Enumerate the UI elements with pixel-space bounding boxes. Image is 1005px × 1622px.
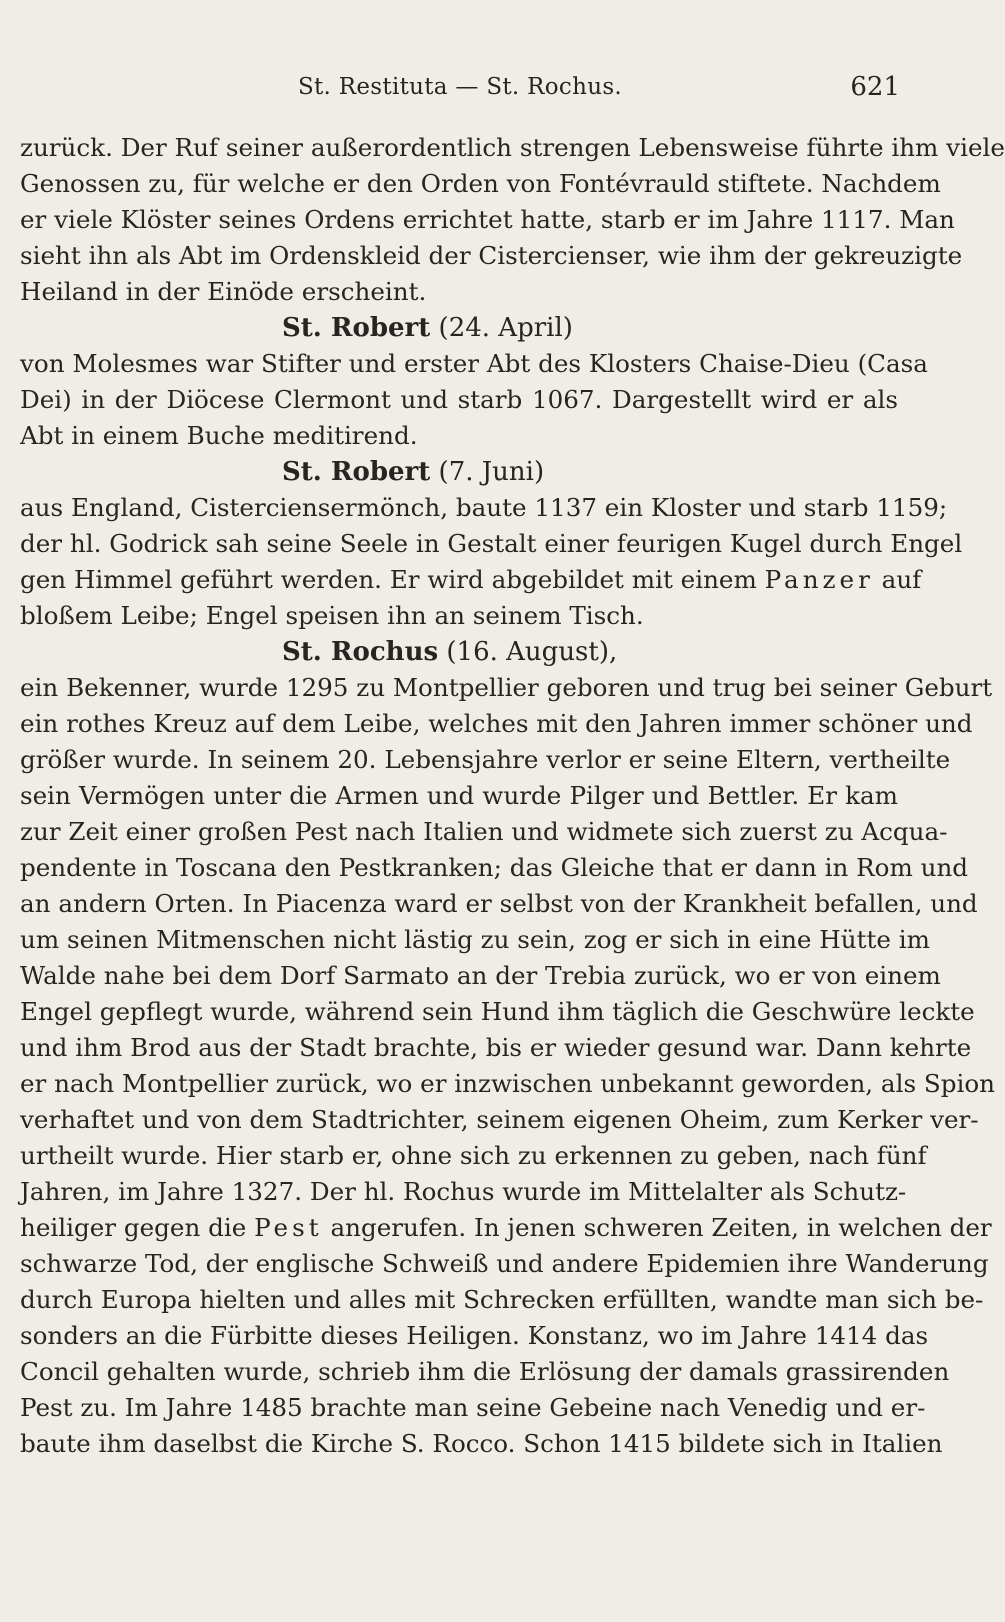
text-line: aus England, Cisterciensermönch, baute 1137 ein Kloster und starb 1159;: [20, 493, 948, 522]
text-line: Heiland in der Einöde erscheint.: [20, 277, 427, 306]
paragraph-intro: [20, 130, 1005, 310]
text-line: schwarze Tod, der englische Schweiß und andere Epidemien ihre Wanderung: [20, 1249, 989, 1278]
emphasized-word: Pest: [254, 1213, 323, 1242]
saint-name: St. Rochus: [282, 637, 439, 667]
feast-date: (7. Juni): [438, 457, 545, 487]
text-segment: angerufen. In jenen schweren Zeiten, in welchen der: [330, 1213, 992, 1242]
text-line: ein rothes Kreuz auf dem Leibe, welches mit den Jahren immer schöner und: [20, 709, 973, 738]
paragraph-robert-april: [20, 346, 928, 454]
paragraph-robert-june: [20, 490, 963, 634]
saint-name: St. Robert: [282, 457, 431, 487]
text-line: sein Vermögen unter die Armen und wurde Pilger und Bettler. Er kam: [20, 781, 898, 810]
text-line: Genossen zu, für welche er den Orden von Fontévrauld stiftete. Nachdem: [20, 169, 941, 198]
section-heading-rochus: [20, 634, 898, 670]
text-line: an andern Orten. In Piacenza ward er selbst von der Krankheit befallen, und: [20, 889, 978, 918]
text-line: er nach Montpellier zurück, wo er inzwischen unbekannt geworden, als Spion: [20, 1069, 996, 1098]
text-line: Dei) in der Diöcese Clermont und starb 1067. Dargestellt wird er als: [20, 385, 898, 414]
page-number: 621: [850, 72, 900, 102]
text-line: baute ihm daselbst die Kirche S. Rocco. Schon 1415 bildete sich in Italien: [20, 1429, 943, 1458]
running-header: St. Restituta — St. Rochus.: [297, 74, 623, 100]
text-line: verhaftet und von dem Stadtrichter, seinem eigenen Oheim, zum Kerker ver-: [20, 1105, 979, 1134]
text-segment: auf: [881, 565, 922, 594]
paragraph-rochus: [20, 670, 996, 1462]
text-line: Walde nahe bei dem Dorf Sarmato an der Trebia zurück, wo er von einem: [20, 961, 941, 990]
text-line: von Molesmes war Stifter und erster Abt des Klosters Chaise-Dieu (Casa: [20, 349, 928, 378]
text-line: Abt in einem Buche meditirend.: [20, 421, 418, 450]
text-line: sonders an die Fürbitte dieses Heiligen. Konstanz, wo im Jahre 1414 das: [20, 1321, 929, 1350]
text-line: Jahren, im Jahre 1327. Der hl. Rochus wurde im Mittelalter als Schutz-: [20, 1177, 907, 1206]
text-line: zur Zeit einer großen Pest nach Italien und widmete sich zuerst zu Acqua-: [20, 817, 948, 846]
text-line: um seinen Mitmenschen nicht lästig zu sein, zog er sich in eine Hütte im: [20, 925, 930, 954]
feast-date: (16. August),: [446, 637, 618, 667]
feast-date: (24. April): [438, 313, 573, 343]
text-line: urtheilt wurde. Hier starb er, ohne sich zu erkennen zu geben, nach fünf: [20, 1141, 927, 1170]
text-segment: gen Himmel geführt werden. Er wird abgebildet mit einem: [20, 565, 757, 594]
text-line: ein Bekenner, wurde 1295 zu Montpellier geboren und trug bei seiner Geburt: [20, 673, 993, 702]
text-line: [20, 562, 922, 598]
text-line: Pest zu. Im Jahre 1485 brachte man seine Gebeine nach Venedig und er-: [20, 1393, 926, 1422]
text-line: größer wurde. In seinem 20. Lebensjahre verlor er seine Eltern, vertheilte: [20, 745, 951, 774]
text-line: pendente in Toscana den Pestkranken; das Gleiche that er dann in Rom und: [20, 853, 969, 882]
text-line: er viele Klöster seines Ordens errichtet hatte, starb er im Jahre 1117. Man: [20, 205, 955, 234]
text-line: sieht ihn als Abt im Ordenskleid der Cistercienser, wie ihm der gekreuzigte: [20, 241, 963, 270]
text-line: bloßem Leibe; Engel speisen ihn an seinem Tisch.: [20, 601, 644, 630]
text-line: der hl. Godrick sah seine Seele in Gestalt einer feurigen Kugel durch Engel: [20, 529, 963, 558]
text-line: Concil gehalten wurde, schrieb ihm die Erlösung der damals grassirenden: [20, 1357, 950, 1386]
text-line: und ihm Brod aus der Stadt brachte, bis er wieder gesund war. Dann kehrte: [20, 1033, 972, 1062]
saint-name: St. Robert: [282, 313, 431, 343]
text-line: Engel gepflegt wurde, während sein Hund ihm täglich die Geschwüre leckte: [20, 997, 975, 1026]
text-segment: heiliger gegen die: [20, 1213, 247, 1242]
text-line: durch Europa hielten und alles mit Schrecken erfüllten, wandte man sich be-: [20, 1285, 984, 1314]
page-body: [20, 130, 1005, 1462]
emphasized-word: Panzer: [764, 565, 874, 594]
text-line: [20, 1210, 992, 1246]
section-heading-robert-june: [20, 454, 898, 490]
section-heading-robert-april: [20, 310, 898, 346]
text-line: zurück. Der Ruf seiner außerordentlich strengen Lebensweise führte ihm viele: [20, 133, 1005, 162]
